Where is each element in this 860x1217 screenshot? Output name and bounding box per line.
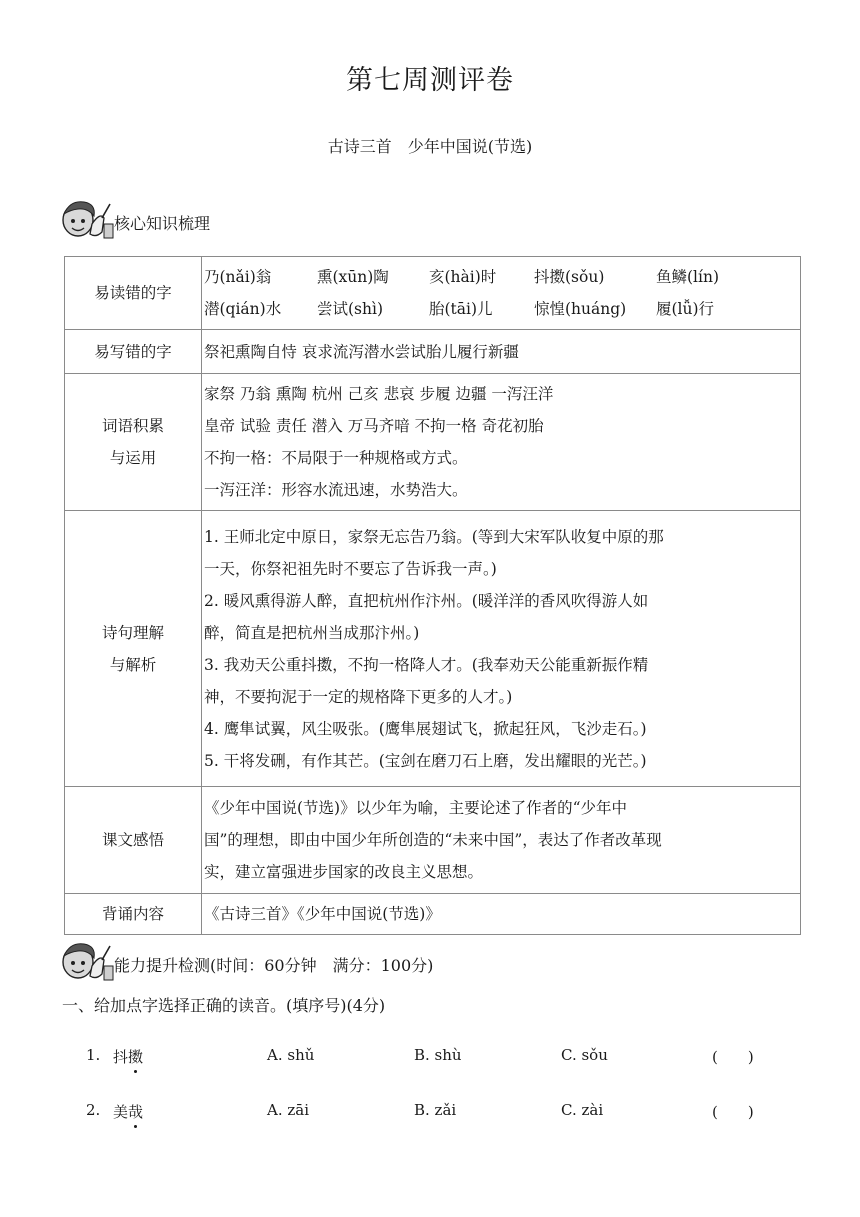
text-line: 皇帝 试验 责任 潜入 万马齐喑 不拘一格 奇花初胎 — [204, 417, 544, 435]
section-header-core-knowledge — [60, 196, 210, 240]
table-row-vocabulary — [65, 374, 801, 511]
text-line: 4. 鹰隼试翼，风尘吸张。(鹰隼展翅试飞，掀起狂风，飞沙走石。) — [204, 719, 647, 738]
row-label: 背诵内容 — [65, 894, 202, 935]
section-header-ability-test — [60, 938, 433, 982]
option-a[interactable]: A. shǔ — [267, 1046, 315, 1064]
item-number: 2. — [86, 1101, 101, 1119]
pinyin-entry: 履(lǚ)行 — [656, 300, 715, 318]
dotted-char: 擞 — [128, 1048, 144, 1066]
row-content — [202, 511, 801, 787]
pinyin-entry: 惊惶(huáng) — [534, 300, 627, 318]
word-char: 美 — [113, 1103, 129, 1121]
row-label — [65, 374, 202, 511]
question-item — [86, 1101, 776, 1125]
row-label-line: 与解析 — [109, 655, 157, 674]
text-line: 实，建立富强进步国家的改良主义思想。 — [204, 863, 484, 881]
section-label: 能力提升检测(时间：60分钟 满分：100分) — [114, 956, 434, 975]
pinyin-entry: 亥(hài)时 — [429, 268, 497, 286]
answer-blank[interactable]: ( ) — [712, 1103, 754, 1121]
student-mascot-icon — [60, 938, 114, 982]
row-content: 《古诗三首》《少年中国说(节选)》 — [202, 894, 801, 935]
row-label — [65, 511, 202, 787]
option-b[interactable]: B. shù — [414, 1046, 462, 1064]
text-line: 5. 干将发硎，有作其芒。(宝剑在磨刀石上磨，发出耀眼的光芒。) — [204, 751, 647, 770]
item-word — [113, 1101, 143, 1122]
table-row-misread-chars — [65, 257, 801, 330]
dotted-char: 哉 — [128, 1103, 144, 1121]
text-line: 醉，简直是把杭州当成那汴州。) — [204, 623, 420, 642]
option-c[interactable]: C. sǒu — [561, 1046, 608, 1064]
item-number: 1. — [86, 1046, 101, 1064]
word-char: 抖 — [113, 1048, 129, 1066]
row-content — [202, 374, 801, 511]
option-a[interactable]: A. zāi — [267, 1101, 310, 1119]
text-line: 2. 暖风熏得游人醉，直把杭州作汴州。(暖洋洋的香风吹得游人如 — [204, 591, 649, 610]
row-label-line: 与运用 — [109, 449, 157, 467]
text-line: 一泻汪洋：形容水流迅速，水势浩大。 — [204, 481, 468, 499]
table-row-miswritten-chars — [65, 330, 801, 374]
text-line: 神，不要拘泥于一定的规格降下更多的人才。) — [204, 687, 513, 706]
row-label-line: 词语积累 — [101, 417, 164, 435]
item-word — [113, 1046, 143, 1067]
table-row-reflection — [65, 787, 801, 894]
text-line: 不拘一格：不局限于一种规格或方式。 — [204, 449, 468, 467]
pinyin-entry: 抖擞(sǒu) — [534, 268, 605, 286]
text-line: 《少年中国说(节选)》以少年为喻，主要论述了作者的“少年中 — [204, 799, 628, 817]
row-label-line: 诗句理解 — [101, 623, 164, 642]
row-label: 易写错的字 — [65, 330, 202, 374]
pinyin-entry: 潜(qián)水 — [204, 300, 282, 318]
student-mascot-icon — [60, 196, 114, 240]
row-content — [202, 257, 801, 330]
text-line: 国”的理想，即由中国少年所创造的“未来中国”，表达了作者改革现 — [204, 831, 662, 849]
row-label: 课文感悟 — [65, 787, 202, 894]
question-heading: 一、给加点字选择正确的读音。(填序号)(4分) — [62, 996, 386, 1015]
row-content — [202, 787, 801, 894]
option-b[interactable]: B. zǎi — [414, 1101, 457, 1119]
table-row-recitation — [65, 894, 801, 935]
option-c[interactable]: C. zài — [561, 1101, 604, 1119]
knowledge-table — [64, 256, 801, 935]
text-line: 一天，你祭祀祖先时不要忘了告诉我一声。) — [204, 559, 497, 578]
pinyin-entry: 鱼鳞(lín) — [656, 268, 719, 286]
pinyin-entry: 尝试(shì) — [317, 300, 383, 318]
pinyin-entry: 胎(tāi)儿 — [429, 300, 493, 318]
section-label: 核心知识梳理 — [114, 214, 211, 233]
text-line: 3. 我劝天公重抖擞，不拘一格降人才。(我奉劝天公能重新振作精 — [204, 655, 649, 674]
page-title: 第七周测评卷 — [346, 65, 514, 96]
row-content: 祭祀熏陶自恃 哀求流泻潜水尝试胎儿履行新疆 — [202, 330, 801, 374]
text-line: 1. 王师北定中原日，家祭无忘告乃翁。(等到大宋军队收复中原的那 — [204, 527, 664, 546]
text-line: 家祭 乃翁 熏陶 杭州 己亥 悲哀 步履 边疆 一泻汪洋 — [204, 385, 554, 403]
answer-blank[interactable]: ( ) — [712, 1048, 754, 1066]
table-row-poem-analysis — [65, 511, 801, 787]
question-item — [86, 1046, 776, 1070]
pinyin-entry: 熏(xūn)陶 — [317, 268, 389, 286]
row-label: 易读错的字 — [65, 257, 202, 330]
page-subtitle: 古诗三首 少年中国说(节选) — [327, 137, 533, 156]
pinyin-entry: 乃(nǎi)翁 — [204, 268, 272, 286]
